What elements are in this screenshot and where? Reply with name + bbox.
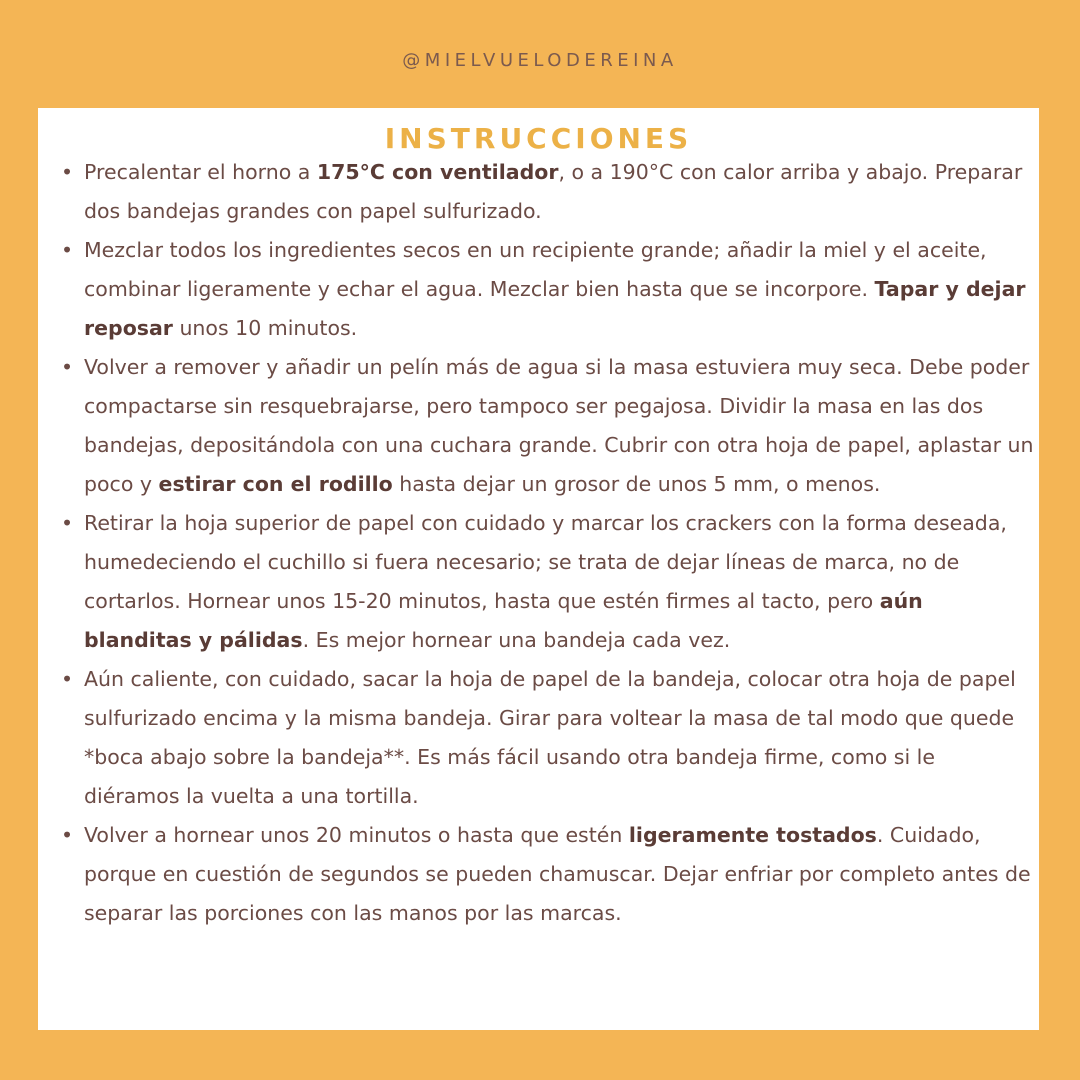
bullet-icon: • (60, 355, 74, 379)
instruction-step-1: • Precalentar el horno a 175°C con ventilador, o a 190°C con calor arriba y abajo. Preparar dos bandejas grandes con papel sulfurizado. (84, 153, 1034, 231)
instruction-step-3: • Volver a remover y añadir un pelín más de agua si la masa estuviera muy seca. Debe poder compactarse sin resquebrajarse, pero tampoco ser pegajosa. Dividir la masa en las dos bandejas, depositándola con una cuchara grande. Cubrir con otra hoja de papel, aplastar un poco y estirar con el rodillo hasta dejar un grosor de unos 5 mm, o menos. (84, 348, 1034, 504)
instruction-step-4: • Retirar la hoja superior de papel con cuidado y marcar los crackers con la forma deseada, humedeciendo el cuchillo si fuera necesario; se trata de dejar líneas de marca, no de cortarlos. Hornear unos 15-20 minutos, hasta que estén firmes al tacto, pero aún blanditas y pálidas. Es mejor hornear una bandeja cada vez. (84, 504, 1034, 660)
instructions-card (38, 108, 1039, 1030)
instructions-title: INSTRUCCIONES (384, 122, 693, 155)
bullet-icon: • (60, 238, 74, 262)
account-handle: @MIELVUELODEREINA (402, 50, 678, 71)
bullet-icon: • (60, 823, 74, 847)
bullet-icon: • (60, 160, 74, 184)
bullet-icon: • (60, 667, 74, 691)
instruction-step-2: • Mezclar todos los ingredientes secos en un recipiente grande; añadir la miel y el aceite, combinar ligeramente y echar el agua. Mezclar bien hasta que se incorpore. Tapar y dejar reposar unos 10 minutos. (84, 231, 1034, 348)
instruction-step-6: • Volver a hornear unos 20 minutos o hasta que estén ligeramente tostados. Cuidado, porque en cuestión de segundos se pueden chamuscar. Dejar enfriar por completo antes de separar las porciones con las manos por las marcas. (84, 816, 1034, 933)
bullet-icon: • (60, 511, 74, 535)
instruction-step-5: • Aún caliente, con cuidado, sacar la hoja de papel de la bandeja, colocar otra hoja de papel sulfurizado encima y la misma bandeja. Girar para voltear la masa de tal modo que quede *boca abajo sobre la bandeja**. Es más fácil usando otra bandeja firme, como si le diéramos la vuelta a una tortilla. (84, 660, 1034, 816)
instructions-list (60, 153, 1034, 933)
